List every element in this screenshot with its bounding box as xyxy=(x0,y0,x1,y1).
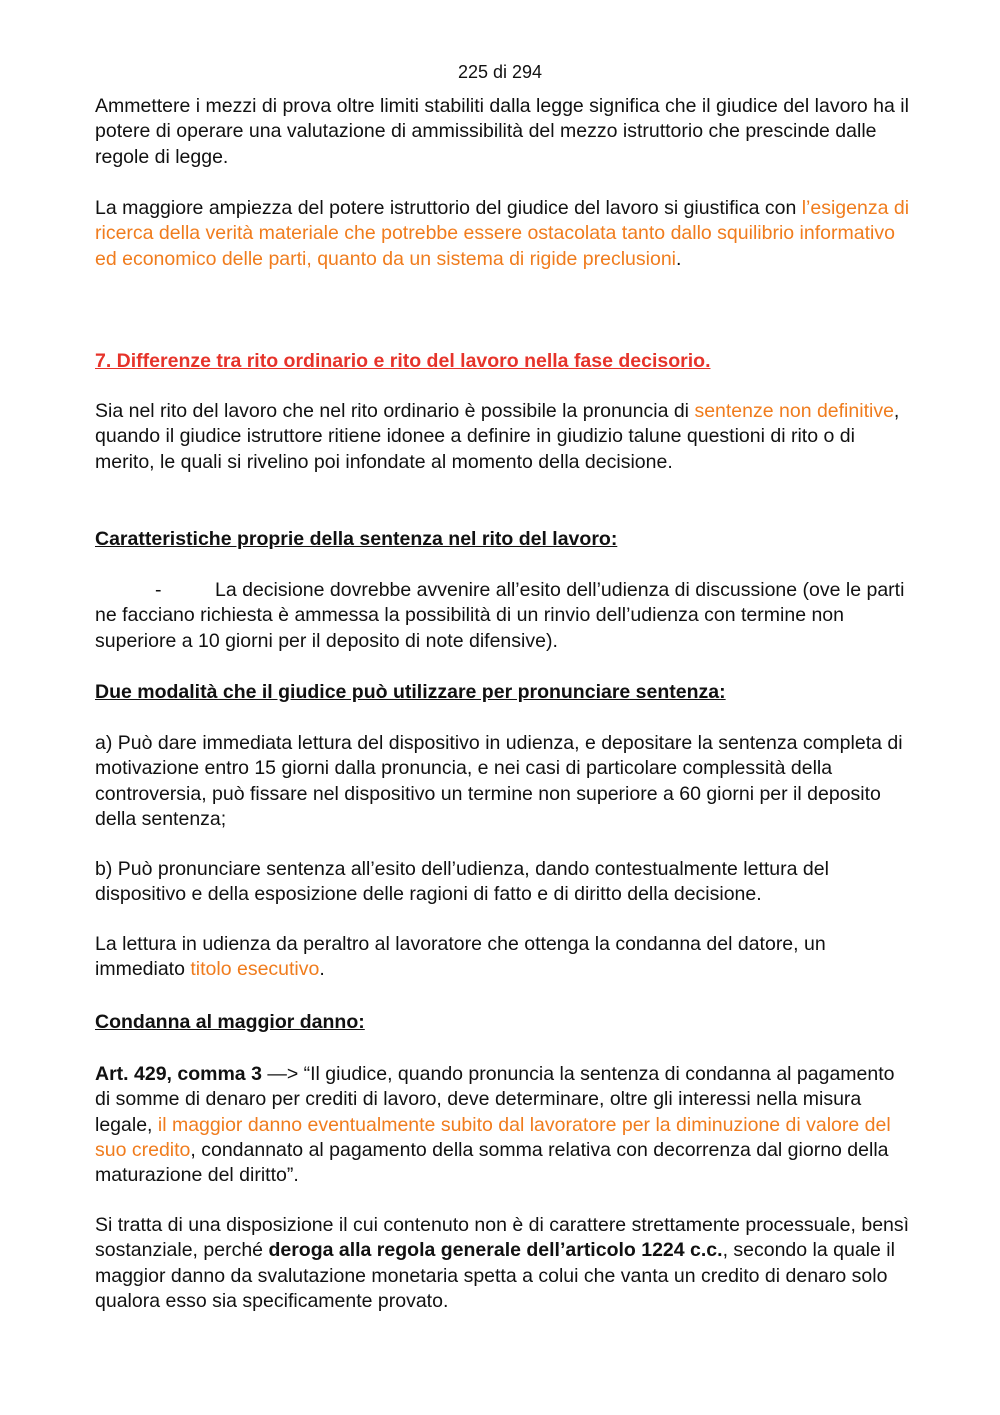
text-normal: . xyxy=(319,958,325,981)
paragraph-disposizione xyxy=(95,1213,915,1314)
heading-modalita: Due modalità che il giudice può utilizzare per pronunciare sentenza: xyxy=(95,681,726,703)
text-normal: Sia nel rito del lavoro che nel rito ordinario è possibile la pronuncia di xyxy=(95,400,695,422)
highlight-orange: titolo esecutivo xyxy=(190,958,320,981)
text-normal: La lettura in udienza da peraltro al lavoratore che ottenga la condanna del datore, un immediato xyxy=(95,933,826,981)
section-heading-7: 7. Differenze tra rito ordinario e rito del lavoro nella fase decisorio. xyxy=(95,350,711,372)
heading-condanna: Condanna al maggior danno: xyxy=(95,1011,365,1033)
highlight-orange: il maggior danno eventualmente subito dal lavoratore per la diminuzione di valore del suo credito xyxy=(95,1113,891,1161)
text-bold: deroga alla regola generale dell’articolo 1224 c.c. xyxy=(268,1239,723,1262)
bullet-dash: - xyxy=(155,579,162,601)
paragraph-potere-istruttorio xyxy=(95,196,915,272)
text-normal: . xyxy=(676,247,682,270)
text-normal: , secondo la quale il maggior danno da svalutazione monetaria spetta a colui che vanta un credito di denaro solo qualora esso sia specificamente provato. xyxy=(95,1239,895,1312)
list-item-b: b) Può pronunciare sentenza all’esito dell’udienza, dando contestualmente lettura del dispositivo e della esposizione delle ragioni di fatto e di diritto della decisione. xyxy=(95,858,829,906)
bullet-decisione xyxy=(95,578,915,654)
paragraph-lettura-udienza xyxy=(95,932,915,983)
text-bold: Art. 429, comma 3 xyxy=(95,1063,262,1085)
highlight-orange: sentenze non definitive xyxy=(694,400,894,422)
heading-caratteristiche: Caratteristiche proprie della sentenza nel rito del lavoro: xyxy=(95,528,618,550)
text-normal: , quando il giudice istruttore ritiene idonee a definire in giudizio talune questioni di rito o di merito, le quali si rivelino poi infondate al momento della decisione. xyxy=(95,400,900,473)
text-normal: La maggiore ampiezza del potere istruttorio del giudice del lavoro si giustifica con xyxy=(95,197,802,219)
bullet-text: La decisione dovrebbe avvenire all’esito dell’udienza di discussione (ove le parti ne facciano richiesta è ammessa la possibilità di un rinvio dell’udienza con termine non superiore a 10 giorni per il deposito di note difensive). xyxy=(95,579,905,652)
text-normal: —> “Il giudice, quando pronuncia la sentenza di condanna al pagamento di somme di denaro per crediti di lavoro, deve determinare, oltre gli interessi nella misura legale, xyxy=(95,1063,895,1136)
text-normal: Si tratta di una disposizione il cui contenuto non è di carattere strettamente processuale, bensì sostanziale, perché xyxy=(95,1214,910,1262)
highlight-orange: l’esigenza di ricerca della verità materiale che potrebbe essere ostacolata tanto dallo squilibrio informativo ed economico delle parti, quanto da un sistema di rigide preclusioni xyxy=(95,197,910,270)
text-normal: , condannato al pagamento della somma relativa con decorrenza dal giorno della maturazione del diritto”. xyxy=(95,1138,889,1187)
paragraph-art-429 xyxy=(95,1062,915,1188)
page-number: 225 di 294 xyxy=(457,62,543,82)
paragraph-sentenze-non-definitive xyxy=(95,399,915,475)
paragraph-mezzi-di-prova: Ammettere i mezzi di prova oltre limiti stabiliti dalla legge significa che il giudice del lavoro ha il potere di operare una valutazione di ammissibilità del mezzo istruttorio che prescinde dalle regole di legge. xyxy=(95,95,909,168)
list-item-a: a) Può dare immediata lettura del dispositivo in udienza, e depositare la sentenza completa di motivazione entro 15 giorni dalla pronuncia, e nei casi di particolare complessità della controversia, può fissare nel dispositivo un termine non superiore a 60 giorni per il deposito della sentenza; xyxy=(95,732,903,830)
